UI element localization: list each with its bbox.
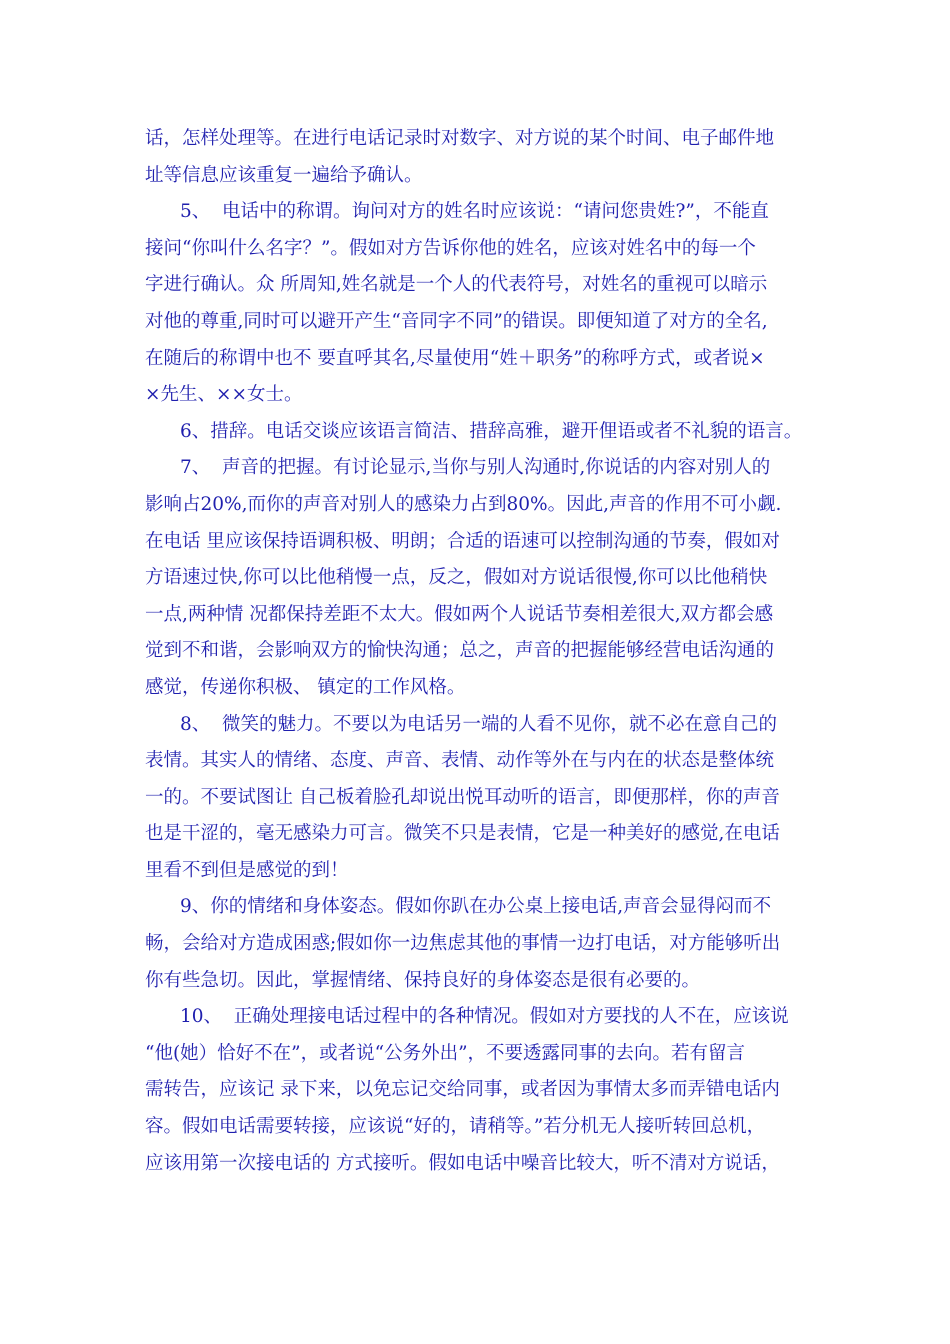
text-line: 畅，会给对方造成困惑;假如你一边焦虑其他的事情一边打电话，对方能够听出 (145, 933, 781, 955)
paragraph-first-line: 7、 声音的把握。有讨论显示,当你与别人沟通时,你说话的内容对别人的 (180, 457, 771, 479)
text-line: 需转告，应该记 录下来，以免忘记交给同事，或者因为事情太多而弄错电话内 (145, 1079, 780, 1101)
text-line: 影响占20%,而你的声音对别人的感染力占到80%。因此,声音的作用不可小觑. (145, 493, 782, 515)
text-line: 应该用第一次接电话的 方式接听。假如电话中噪音比较大，听不清对方说话， (145, 1152, 780, 1174)
text-line: ×先生、××女士。 (145, 384, 303, 406)
text-line: 话，怎样处理等。在进行电话记录时对数字、对方说的某个时间、电子邮件地 (145, 128, 775, 149)
text-line: “他(她）恰好不在”，或者说“公务外出”，不要透露同事的去向。若有留言 (145, 1042, 746, 1064)
text-line: 接问“你叫什么名字？”。假如对方告诉你他的姓名，应该对姓名中的每一个 (145, 237, 756, 259)
text-line: 一的。不要试图让 自己板着脸孔却说出悦耳动听的语言，即便那样，你的声音 (145, 786, 780, 808)
text-line: 字进行确认。众 所周知,姓名就是一个人的代表符号，对姓名的重视可以暗示 (145, 274, 768, 296)
text-line: 址等信息应该重复一遍给予确认。 (145, 164, 423, 186)
text-line: 表情。其实人的情绪、态度、声音、表情、动作等外在与内在的状态是整体统 (145, 750, 775, 772)
text-line: 一点,两种情 况都保持差距不太大。假如两个人说话节奏相差很大,双方都会感 (145, 603, 774, 625)
text-line: 也是干涩的，毫无感染力可言。微笑不只是表情，它是一种美好的感觉,在电话 (145, 823, 780, 845)
text-line: 你有些急切。因此，掌握情绪、保持良好的身体姿态是很有必要的。 (145, 969, 701, 991)
text-line: 里看不到但是感觉的到！ (145, 859, 349, 881)
text-line: 在电话 里应该保持语调积极、明朗；合适的语速可以控制沟通的节奏，假如对 (145, 530, 780, 552)
paragraph-first-line: 5、 电话中的称谓。询问对方的姓名时应该说：“请问您贵姓?”，不能直 (180, 201, 769, 223)
text-line: 觉到不和谐，会影响双方的愉快沟通；总之，声音的把握能够经营电话沟通的 (145, 640, 775, 662)
paragraph-first-line: 10、 正确处理接电话过程中的各种情况。假如对方要找的人不在，应该说 (180, 1006, 789, 1028)
paragraph-first-line: 9、你的情绪和身体姿态。假如你趴在办公桌上接电话,声音会显得闷而不 (180, 896, 772, 918)
paragraph-first-line: 8、 微笑的魅力。不要以为电话另一端的人看不见你，就不必在意自己的 (180, 713, 778, 735)
paragraph-first-line: 6、措辞。电话交谈应该语言简洁、措辞高雅，避开俚语或者不礼貌的语言。 (180, 420, 803, 442)
text-line: 在随后的称谓中也不 要直呼其名,尽量使用“姓＋职务”的称呼方式，或者说× (145, 347, 765, 369)
text-line: 容。假如电话需要转接，应该说“好的，请稍等。”若分机无人接听转回总机， (145, 1116, 766, 1138)
text-line: 感觉，传递你积极、 镇定的工作风格。 (145, 676, 466, 698)
text-line: 方语速过快,你可以比他稍慢一点，反之，假如对方说话很慢,你可以比他稍快 (145, 567, 768, 589)
text-line: 对他的尊重,同时可以避开产生“音同字不同”的错误。即便知道了对方的全名, (145, 310, 768, 332)
document-page (145, 121, 813, 1182)
